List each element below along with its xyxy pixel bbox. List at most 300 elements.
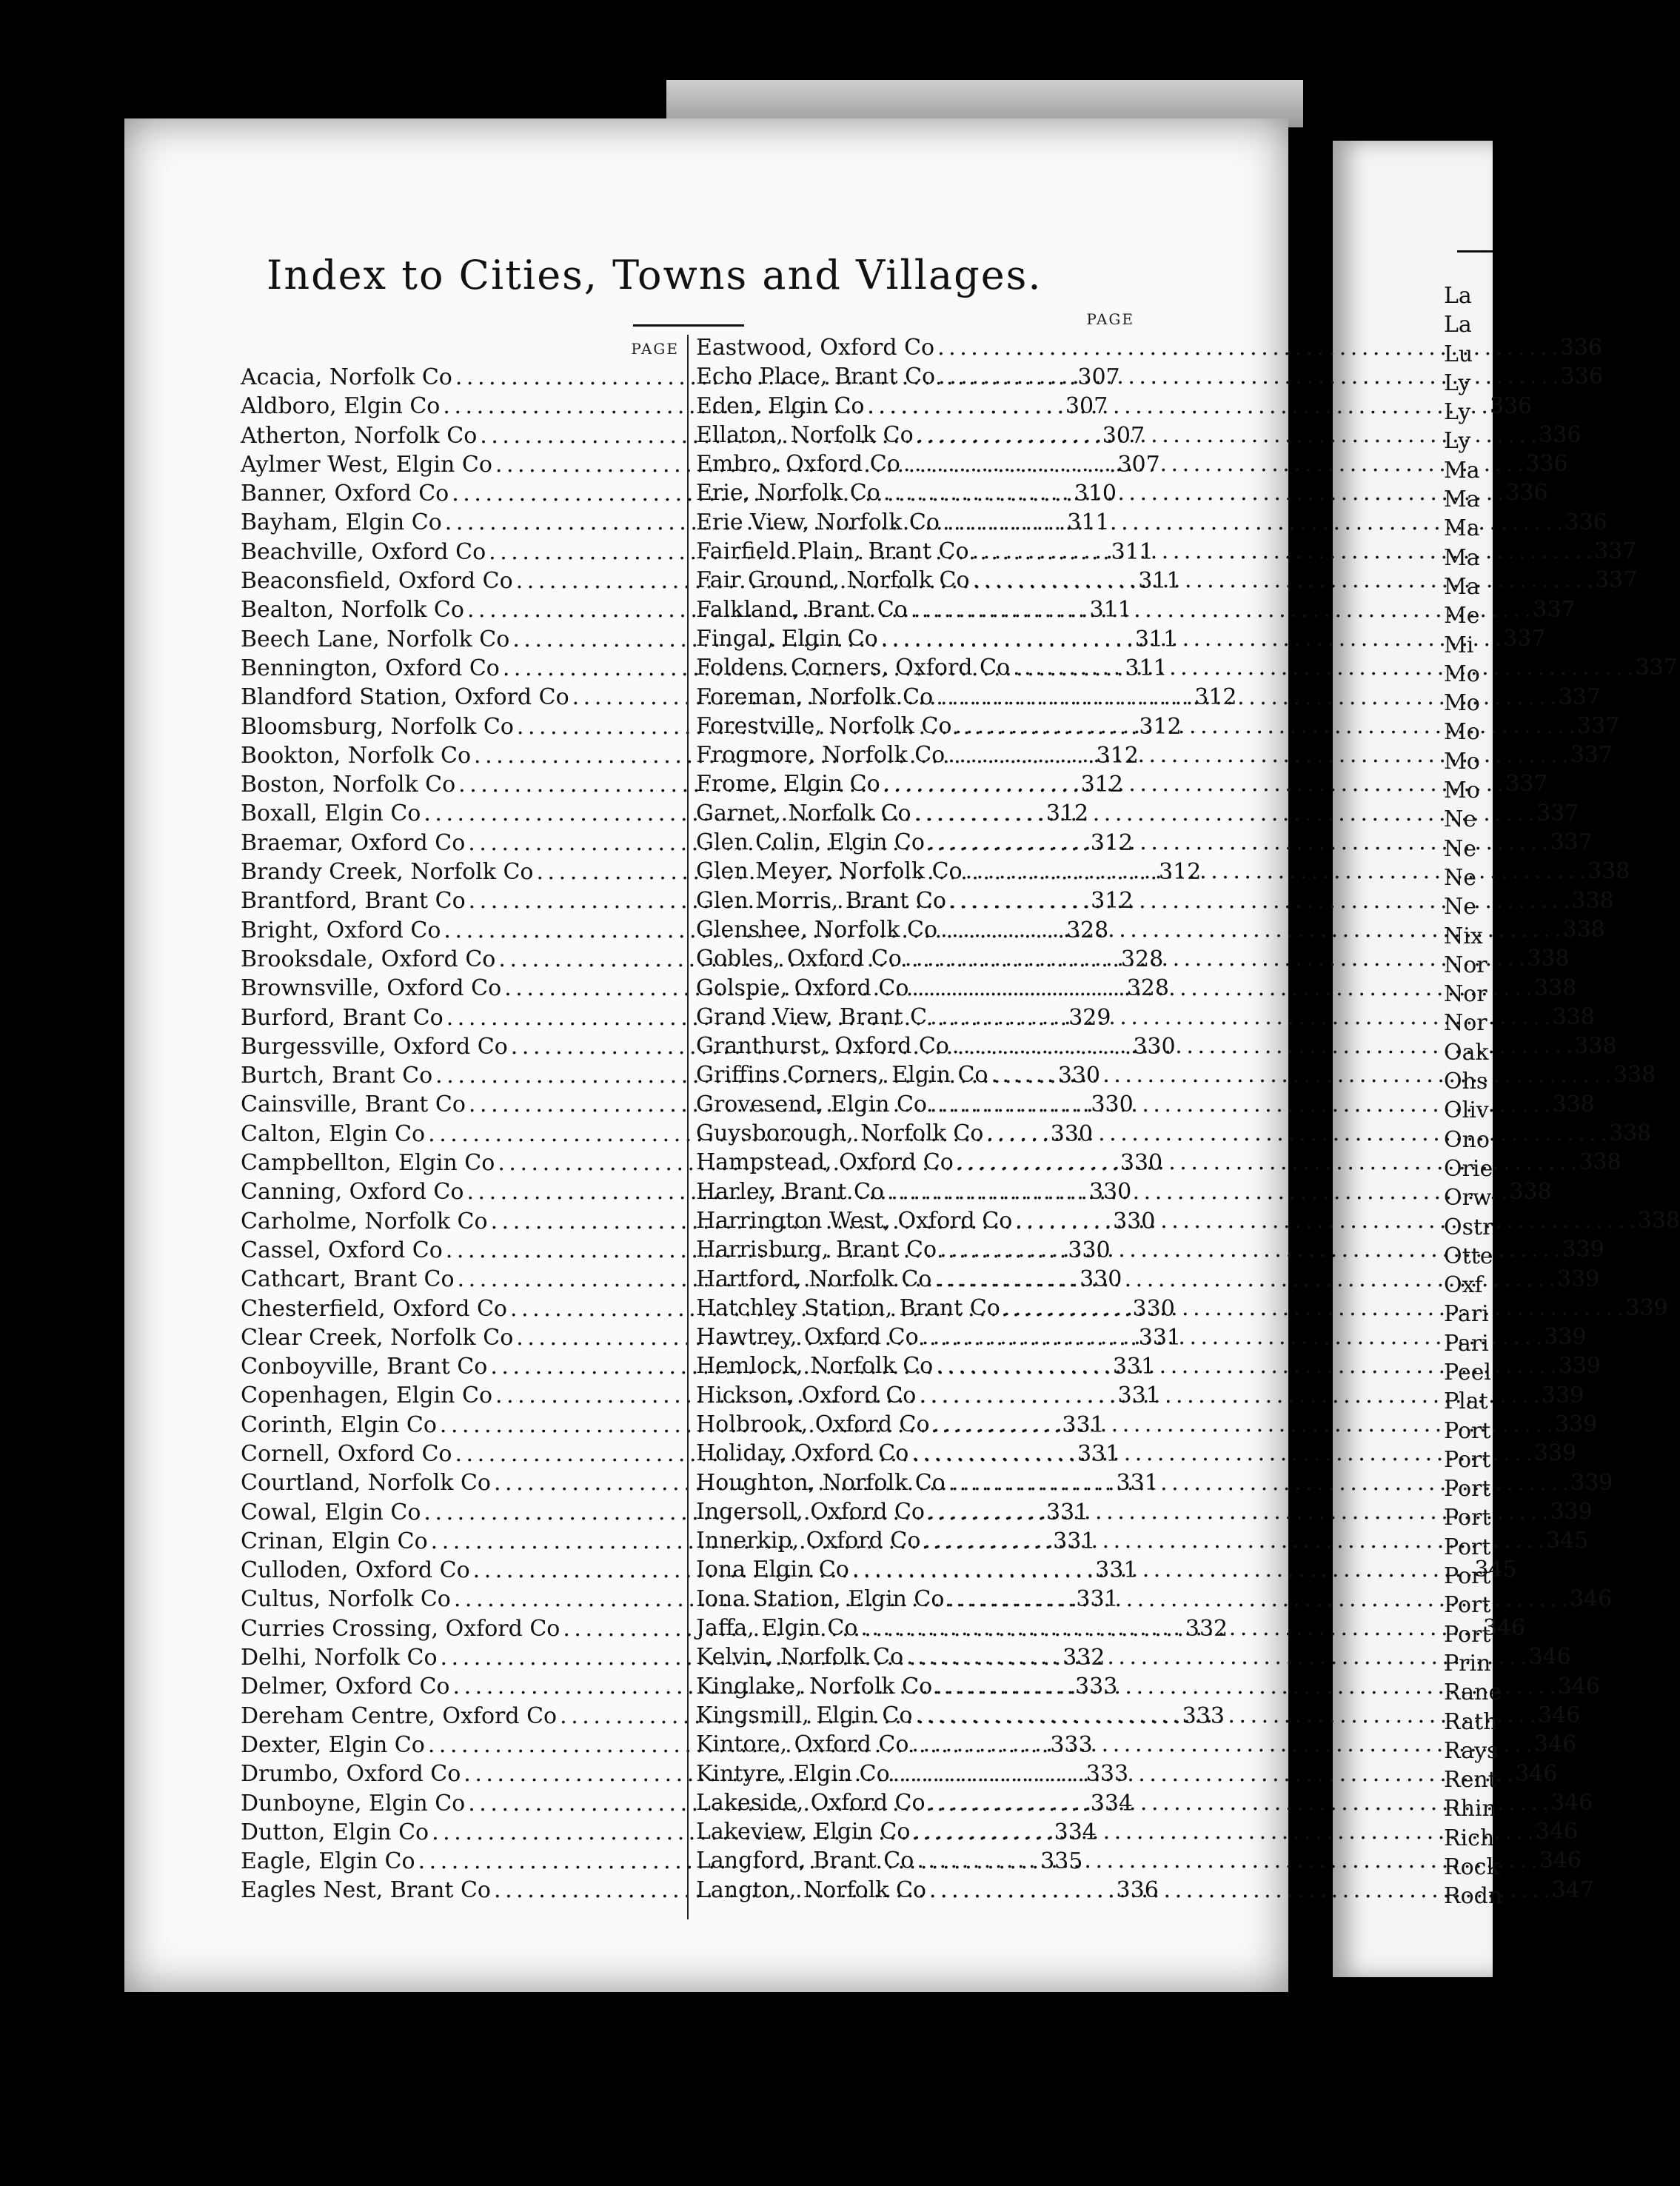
entry-name: Forestville, Norfolk Co: [696, 712, 952, 739]
entry-name: Iona Elgin Co: [696, 1557, 849, 1583]
fragment-text: Ne: [1444, 835, 1477, 862]
fragment-text: Otte: [1444, 1243, 1493, 1269]
entry-page: 330: [1113, 1208, 1156, 1234]
fragment-text: Mo: [1444, 748, 1480, 775]
dot-leader: [1003, 1294, 1623, 1323]
fragment-text: Rath: [1444, 1708, 1498, 1735]
fragment-text: Rhin: [1444, 1796, 1496, 1822]
entry-name: Brantford, Brant Co: [241, 888, 466, 915]
entry-name: Grovesend, Elgin Co: [696, 1091, 927, 1117]
entry-page: 330: [1050, 1120, 1093, 1147]
page-column-label: PAGE: [1086, 310, 1134, 328]
fragment-text: Prin: [1444, 1650, 1491, 1677]
fragment-text: Nor: [1444, 952, 1487, 978]
entry-page: 338: [1574, 1033, 1617, 1060]
entry-name: Dunboyne, Elgin Co: [241, 1790, 466, 1816]
entry-name: Cainsville, Brant Co: [241, 1092, 466, 1118]
entry-name: Bright, Oxford Co: [241, 917, 441, 943]
entry-name: Frogmore, Norfolk Co: [696, 742, 946, 769]
entry-page: 330: [1091, 1092, 1134, 1118]
entry-page: 336: [1489, 392, 1533, 419]
entry-name: Braemar, Oxford Co: [241, 829, 466, 856]
entry-name: Atherton, Norfolk Co: [241, 422, 478, 449]
entry-name: Burtch, Brant Co: [241, 1063, 433, 1089]
dot-leader: [893, 1759, 1513, 1788]
entry-page: 332: [1062, 1645, 1105, 1671]
fragment-text: Port: [1444, 1592, 1491, 1619]
entry-name: Kintyre, Elgin Co: [696, 1760, 890, 1787]
entry-page: 312: [1194, 684, 1237, 711]
entry-name: Burgessville, Oxford Co: [241, 1033, 508, 1060]
dot-leader: [911, 1439, 1531, 1468]
entry-page: 328: [1126, 975, 1169, 1002]
entry-name: Fair Ground, Norfolk Co: [696, 567, 970, 594]
dot-leader: [883, 769, 1503, 798]
entry-name: Brooksdale, Oxford Co: [241, 946, 496, 972]
entry-page: 331: [1116, 1470, 1159, 1497]
entry-name: Falkland, Brant Co: [696, 596, 908, 623]
entry-page: 331: [1138, 1324, 1182, 1351]
entry-page: 336: [1559, 335, 1602, 361]
entry-name: Ingersoll, Oxford Co: [696, 1498, 925, 1525]
dot-leader: [1013, 653, 1633, 682]
entry-page: 332: [1185, 1615, 1228, 1642]
entry-page: 330: [1057, 1063, 1100, 1089]
fragment-text: Ly: [1444, 399, 1471, 426]
entry-page: 337: [1505, 771, 1548, 798]
entry-page: 336: [1564, 509, 1607, 535]
entry-name: Eden, Elgin Co: [696, 392, 865, 419]
dot-leader: [973, 566, 1593, 595]
entry-name: Langford, Brant Co: [696, 1848, 914, 1874]
index-entry: [696, 828, 1593, 857]
entry-page: 307: [1065, 393, 1108, 420]
entry-page: 312: [1091, 888, 1134, 915]
entry-name: Beachville, Oxford Co: [241, 538, 486, 565]
dot-leader: [906, 1642, 1526, 1671]
dot-leader: [881, 624, 1501, 653]
entry-page: 345: [1545, 1528, 1589, 1554]
fragment-text: Port: [1444, 1534, 1491, 1560]
fragment-text: Nor: [1444, 1010, 1487, 1037]
entry-page: 333: [1050, 1731, 1093, 1758]
entry-name: Cathcart, Brant Co: [241, 1266, 455, 1293]
entry-name: Hickson, Oxford Co: [696, 1382, 917, 1408]
entry-page: 307: [1102, 422, 1145, 449]
page-title: Index to Cities, Towns and Villages.: [267, 252, 1043, 298]
entry-name: Langton, Norfolk Co: [696, 1876, 926, 1903]
dot-leader: [867, 392, 1487, 421]
entry-name: Fingal, Elgin Co: [696, 625, 878, 652]
entry-page: 336: [1560, 364, 1603, 390]
entry-name: Boxall, Elgin Co: [241, 800, 421, 827]
entry-name: Cowal, Elgin Co: [241, 1499, 421, 1525]
entry-page: 329: [1068, 1004, 1111, 1031]
entry-page: 312: [1159, 859, 1202, 886]
entry-page: 330: [1132, 1295, 1175, 1322]
entry-name: Hemlock, Norfolk Co: [696, 1353, 934, 1380]
entry-name: Corinth, Elgin Co: [241, 1411, 437, 1438]
fragment-text: Oak: [1444, 1039, 1489, 1066]
fragment-text: Ne: [1444, 894, 1477, 920]
entry-name: Bookton, Norfolk Co: [241, 742, 472, 769]
fragment-text: Pari: [1444, 1301, 1489, 1328]
entry-page: 337: [1595, 567, 1638, 594]
fragment-text: Rent: [1444, 1767, 1497, 1794]
entry-page: 336: [1539, 421, 1582, 448]
fragment-text: Rock: [1444, 1854, 1500, 1881]
dot-leader: [911, 1730, 1531, 1759]
fragment-text: Ma: [1444, 573, 1480, 600]
entry-page: 328: [1065, 917, 1109, 943]
entry-name: Houghton, Norfolk Co: [696, 1469, 946, 1496]
entry-page: 345: [1474, 1557, 1517, 1583]
fragment-text: Ne: [1444, 864, 1477, 891]
entry-name: Brownsville, Oxford Co: [241, 975, 502, 1002]
entry-page: 334: [1054, 1819, 1097, 1845]
entry-page: 331: [1077, 1440, 1120, 1467]
entry-name: Griffins Corners, Elgin Co: [696, 1062, 988, 1089]
entry-name: Foreman, Norfolk Co: [696, 683, 934, 710]
entry-page: 312: [1080, 772, 1123, 798]
entry-name: Glen Meyer, Norfolk Co: [696, 858, 963, 885]
entry-page: 337: [1550, 829, 1593, 856]
entry-name: Clear Creek, Norfolk Co: [241, 1324, 514, 1351]
entry-page: 337: [1503, 625, 1546, 652]
entry-page: 338: [1552, 1003, 1595, 1030]
dot-leader: [1015, 1206, 1635, 1235]
entry-name: Curries Crossing, Oxford Co: [241, 1615, 560, 1642]
entry-page: 337: [1570, 742, 1613, 769]
entry-page: 312: [1045, 800, 1089, 827]
entry-page: 311: [1089, 597, 1132, 624]
fragment-text: Mi: [1444, 632, 1474, 658]
fragment-text: Ma: [1444, 544, 1480, 571]
entry-name: Hampstead, Oxford Co: [696, 1149, 954, 1176]
entry-name: Echo Place, Brant Co: [696, 364, 936, 390]
fragment-text: Orw: [1444, 1185, 1492, 1211]
entry-name: Beaconsfield, Oxford Co: [241, 568, 513, 595]
entry-page: 312: [1139, 713, 1182, 740]
entry-page: 311: [1125, 655, 1168, 681]
entry-name: Eagles Nest, Brant Co: [241, 1877, 491, 1904]
entry-name: Garnet, Norfolk Co: [696, 800, 911, 826]
entry-page: 333: [1182, 1702, 1225, 1729]
entry-page: 312: [1096, 742, 1139, 769]
entry-page: 346: [1550, 1789, 1593, 1816]
entry-name: Campbellton, Elgin Co: [241, 1150, 495, 1177]
entry-name: Burford, Brant Co: [241, 1004, 444, 1031]
fragment-text: Rane: [1444, 1679, 1502, 1706]
entry-name: Eagle, Elgin Co: [241, 1848, 415, 1875]
entry-name: Bennington, Oxford Co: [241, 655, 500, 681]
entry-name: Calton, Elgin Co: [241, 1120, 426, 1147]
fragment-text: Ono: [1444, 1126, 1490, 1153]
fragment-text: Mo: [1444, 719, 1480, 746]
entry-name: Hawtrey, Oxford Co: [696, 1324, 919, 1351]
entry-name: Crinan, Elgin Co: [241, 1528, 428, 1554]
entry-name: Harrington West, Oxford Co: [696, 1207, 1013, 1234]
entry-name: Glen Colin, Elgin Co: [696, 829, 925, 856]
entry-page: 311: [1134, 626, 1178, 652]
dot-leader: [991, 1060, 1610, 1089]
fragment-text: Ostr: [1444, 1214, 1493, 1240]
column-divider: [687, 335, 689, 1919]
fragment-text: Port: [1444, 1417, 1491, 1444]
fragment-text: Ma: [1444, 515, 1480, 542]
fragment-text: Nix: [1444, 923, 1483, 949]
entry-page: 337: [1536, 800, 1579, 826]
entry-name: Eastwood, Oxford Co: [696, 335, 935, 361]
entry-name: Cassel, Oxford Co: [241, 1237, 443, 1263]
entry-name: Holbrook, Oxford Co: [696, 1411, 930, 1437]
entry-page: 338: [1637, 1207, 1680, 1234]
entry-name: Erie, Norfolk Co: [696, 480, 880, 507]
entry-page: 312: [1090, 829, 1134, 856]
entry-page: 346: [1539, 1848, 1582, 1874]
fragment-text: Port: [1444, 1621, 1491, 1648]
entry-page: 311: [1111, 538, 1154, 565]
fragment-text: Ne: [1444, 806, 1477, 833]
fragment-text: Orie: [1444, 1155, 1493, 1182]
entry-page: 338: [1552, 1091, 1595, 1117]
entry-page: 337: [1558, 683, 1601, 710]
entry-name: Harrisburg, Brant Co: [696, 1237, 937, 1263]
entry-page: 338: [1527, 946, 1570, 972]
entry-name: Conboyville, Brant Co: [241, 1354, 488, 1380]
fragment-text: Port: [1444, 1505, 1491, 1531]
fragment-text: Oliv: [1444, 1097, 1489, 1124]
fragment-text: Lu: [1444, 341, 1473, 367]
entry-name: Gobles, Oxford Co: [696, 946, 902, 972]
entry-name: Courtland, Norfolk Co: [241, 1470, 491, 1497]
entry-page: 336: [1505, 480, 1548, 507]
entry-name: Bealton, Norfolk Co: [241, 597, 464, 624]
entry-page: 338: [1608, 1120, 1652, 1147]
fragment-text: Mo: [1444, 778, 1480, 804]
entry-name: Lakeside, Oxford Co: [696, 1789, 926, 1816]
dot-leader: [887, 1177, 1507, 1206]
entry-page: 346: [1482, 1615, 1526, 1642]
dot-leader: [905, 944, 1525, 973]
entry-page: 347: [1551, 1876, 1594, 1903]
entry-name: Embro, Oxford Co: [696, 451, 900, 478]
entry-page: 330: [1068, 1237, 1111, 1263]
entry-name: Acacia, Norfolk Co: [241, 364, 452, 390]
entry-page: 334: [1090, 1790, 1134, 1816]
entry-page: 338: [1509, 1178, 1552, 1205]
fragment-text: Rays: [1444, 1737, 1499, 1764]
entry-name: Bayham, Elgin Co: [241, 509, 442, 536]
entry-name: Glen Morris, Brant Co: [696, 887, 946, 914]
fragment-text: Ly: [1444, 370, 1471, 396]
entry-name: Brandy Creek, Norfolk Co: [241, 859, 534, 886]
entry-name: Aldboro, Elgin Co: [241, 393, 441, 420]
entry-page: 339: [1570, 1469, 1613, 1496]
dot-leader: [911, 595, 1530, 624]
entry-page: 346: [1557, 1673, 1600, 1699]
entry-name: Innerkip, Oxford Co: [696, 1528, 921, 1554]
fragment-text: Ly: [1444, 428, 1471, 455]
dot-leader: [913, 1817, 1533, 1846]
entry-page: 339: [1556, 1266, 1600, 1292]
fragment-text: Me: [1444, 603, 1480, 629]
index-entry: [696, 741, 1613, 769]
entry-page: 338: [1613, 1062, 1656, 1089]
entry-name: Erie View, Norfolk Co: [696, 509, 940, 535]
entry-page: 346: [1528, 1644, 1571, 1671]
entry-page: 339: [1558, 1353, 1601, 1380]
entry-name: Beech Lane, Norfolk Co: [241, 626, 510, 652]
fragment-text: Mo: [1444, 690, 1480, 717]
entry-name: Delhi, Norfolk Co: [241, 1645, 438, 1671]
entry-page: 337: [1635, 655, 1678, 681]
entry-name: Hartford, Norfolk Co: [696, 1266, 932, 1292]
entry-page: 330: [1133, 1033, 1176, 1060]
entry-name: Kingsmill, Elgin Co: [696, 1702, 913, 1728]
entry-page: 346: [1533, 1731, 1577, 1758]
entry-page: 337: [1577, 712, 1620, 739]
entry-page: 331: [1076, 1586, 1119, 1613]
entry-page: 333: [1075, 1674, 1118, 1700]
entry-name: Grand View, Brant C: [696, 1003, 928, 1030]
entry-name: Glenshee, Norfolk Co: [696, 916, 938, 943]
entry-page: 330: [1080, 1266, 1122, 1293]
entry-name: Dexter, Elgin Co: [241, 1731, 425, 1758]
entry-name: Dereham Centre, Oxford Co: [241, 1702, 558, 1729]
entry-name: Iona Station, Elgin Co: [696, 1585, 945, 1612]
dot-leader: [986, 1119, 1606, 1148]
entry-name: Canning, Oxford Co: [241, 1179, 464, 1206]
entry-name: Culloden, Oxford Co: [241, 1557, 470, 1584]
entry-page: 328: [1120, 946, 1164, 972]
entry-name: Hatchley Station, Brant Co: [696, 1294, 1000, 1321]
entry-name: Bloomsburg, Norfolk Co: [241, 713, 514, 740]
dot-leader: [972, 537, 1592, 566]
entry-name: Golspie, Oxford Co: [696, 975, 909, 1001]
entry-name: Banner, Oxford Co: [241, 481, 449, 507]
fragment-text: La: [1444, 312, 1472, 338]
entry-page: 338: [1571, 887, 1614, 914]
entry-name: Delmer, Oxford Co: [241, 1674, 450, 1700]
entry-page: 336: [1525, 451, 1568, 478]
entry-page: 346: [1569, 1585, 1613, 1612]
entry-page: 339: [1533, 1440, 1577, 1467]
fragment-text: Port: [1444, 1476, 1491, 1503]
entry-name: Cultus, Norfolk Co: [241, 1586, 451, 1613]
fragment-text: La: [1444, 283, 1472, 309]
entry-name: Copenhagen, Elgin Co: [241, 1383, 493, 1409]
entry-name: Ellaton, Norfolk Co: [696, 421, 914, 448]
entry-name: Boston, Norfolk Co: [241, 772, 456, 798]
fragment-text: Peel: [1444, 1359, 1491, 1386]
entry-page: 331: [1112, 1354, 1156, 1380]
entry-name: Fairfield Plain, Brant Co: [696, 538, 969, 565]
entry-page: 338: [1579, 1149, 1622, 1176]
entry-page: 335: [1040, 1848, 1083, 1875]
fragment-text: Ohs: [1444, 1069, 1488, 1095]
entry-name: Chesterfield, Oxford Co: [241, 1295, 507, 1322]
fragment-text: Pari: [1444, 1330, 1489, 1357]
fragment-text: Plat: [1444, 1388, 1488, 1415]
fragment-text: Ma: [1444, 487, 1480, 513]
entry-page: 339: [1625, 1294, 1668, 1321]
entry-page: 330: [1088, 1179, 1132, 1206]
entry-page: 310: [1074, 481, 1117, 507]
entry-page: 339: [1555, 1411, 1598, 1437]
entry-page: 307: [1077, 364, 1120, 390]
entry-page: 337: [1594, 538, 1637, 565]
entry-name: Kintore, Oxford Co: [696, 1731, 909, 1758]
entry-page: 346: [1537, 1702, 1581, 1728]
entry-page: 331: [1062, 1411, 1105, 1438]
entry-page: 337: [1533, 596, 1576, 623]
fragment-text: Nor: [1444, 981, 1487, 1008]
dot-leader: [860, 1614, 1480, 1642]
entry-name: Aylmer West, Elgin Co: [241, 451, 492, 478]
entry-page: 311: [1138, 568, 1181, 595]
fragment-text: Rich: [1444, 1825, 1495, 1851]
fragment-text: Port: [1444, 1446, 1491, 1473]
dot-leader: [911, 974, 1531, 1003]
entry-page: 331: [1045, 1499, 1089, 1525]
dot-leader: [914, 799, 1534, 828]
entry-name: Kelvin, Norfolk Co: [696, 1644, 904, 1671]
entry-name: Dutton, Elgin Co: [241, 1819, 429, 1845]
entry-page: 339: [1562, 1237, 1604, 1263]
entry-page: 338: [1587, 858, 1630, 885]
entry-name: Drumbo, Oxford Co: [241, 1761, 461, 1788]
entry-name: Lakeview, Elgin Co: [696, 1819, 911, 1845]
next-page-rule: [1457, 250, 1493, 253]
fragment-text: Oxf: [1444, 1272, 1483, 1299]
entry-page: 311: [1067, 509, 1110, 536]
page-column-label: PAGE: [631, 340, 679, 358]
entry-page: 330: [1120, 1150, 1163, 1177]
entry-page: 339: [1541, 1382, 1584, 1408]
entry-page: 336: [1116, 1877, 1159, 1904]
dot-leader: [852, 1555, 1472, 1584]
entry-name: Carholme, Norfolk Co: [241, 1208, 488, 1234]
fragment-text: Port: [1444, 1563, 1491, 1590]
index-entry: [696, 799, 1579, 828]
fragment-text: Rodn: [1444, 1883, 1503, 1910]
entry-name: Guysborough, Norfolk Co: [696, 1120, 984, 1147]
entry-name: Holiday, Oxford Co: [696, 1440, 909, 1467]
entry-name: Harley, Brant Co: [696, 1178, 884, 1205]
entry-name: Blandford Station, Oxford Co: [241, 684, 569, 711]
entry-page: 331: [1053, 1528, 1096, 1554]
entry-page: 338: [1562, 916, 1605, 943]
entry-page: 331: [1117, 1383, 1160, 1409]
entry-name: Frome, Elgin Co: [696, 771, 880, 798]
entry-page: 333: [1085, 1761, 1129, 1788]
entry-page: 339: [1544, 1324, 1587, 1351]
dot-leader: [917, 421, 1536, 449]
entry-page: 307: [1117, 451, 1160, 478]
entry-page: 346: [1535, 1819, 1579, 1845]
entry-page: 346: [1515, 1760, 1558, 1787]
entry-page: 339: [1550, 1498, 1593, 1525]
entry-page: 331: [1095, 1557, 1138, 1584]
entry-name: Foldens Corners, Oxford Co: [696, 655, 1011, 681]
entry-name: Jaffa, Elgin Co: [696, 1615, 858, 1642]
entry-name: Granthurst, Oxford Co: [696, 1033, 949, 1060]
fragment-text: Ma: [1444, 457, 1480, 484]
dot-leader: [883, 478, 1503, 507]
fragment-text: Mo: [1444, 661, 1480, 687]
dot-leader: [903, 449, 1523, 478]
